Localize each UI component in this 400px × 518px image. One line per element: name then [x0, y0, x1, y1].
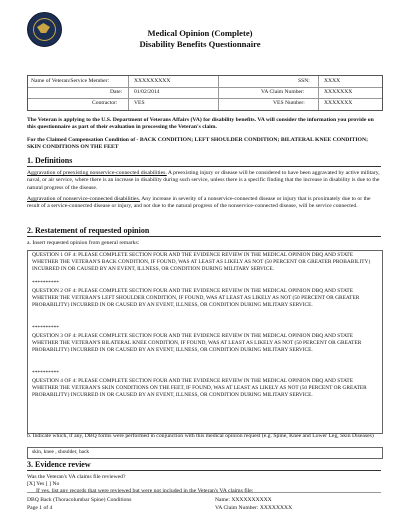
opinion-question-1: QUESTION 1 OF 4: PLEASE COMPLETE SECTION FOUR AND THE EVIDENCE REVIEW IN THE MEDICAL OPINION DBQ AND STATE WHETHER THE VETERAN'S BACK CONDITION, IF FOUND, WAS AT LEAST AS LIKELY AS NOT (50 PERCENT OR GREATER PROBABILITY) INCURRED IN OR CAUSED BY AN EVENT, ILLNESS, OR CONDITION DURING MILITARY SERVICE.: [32, 252, 371, 272]
contractor-label: Contractor:: [92, 100, 118, 106]
opinion-a-label: a. Insert requested opinion from general remarks:: [27, 240, 140, 246]
footer-rule: [27, 492, 381, 493]
definition-nonservice: Aggravation of nonservice-connected disabilities. Any increase in severity of a nonservice-connected disease or injury that is proximately due to or the result of a service-connected disease or injury, and not due to the natural progress of the nonservice-connected disease, will be service connected.: [27, 196, 371, 210]
claim-number-label: VA Claim Number:: [261, 89, 305, 95]
contractor-value: VES: [134, 100, 145, 106]
requested-opinion-box: [27, 250, 383, 434]
dbq-forms-value-box: [27, 447, 383, 459]
section-2-heading: 2. Restatement of requested opinion: [27, 226, 150, 235]
ssn-label: SSN:: [298, 78, 310, 84]
claims-file-question: Was the Veteran's VA claims file reviewed?: [27, 474, 126, 480]
opinion-question-3: QUESTION 3 OF 4: PLEASE COMPLETE SECTION FOUR AND THE EVIDENCE REVIEW IN THE MEDICAL OPINION DBQ AND STATE WHETHER THE VETERAN'S BILATERAL KNEE CONDITION, IF FOUND, WAS AT LEAST AS LIKELY AS NOT (50 PERCENT OR GREATER PROBABILITY) INCURRED IN OR CAUSED BY AN EVENT, ILLNESS, OR CONDITION DURING MILITARY SERVICE.: [32, 333, 362, 353]
records-followup: If yes, list any records that were reviewed but were not included in the Veteran's VA claims file:: [36, 488, 254, 494]
claimed-conditions: For the Claimed Compensation Condition of - BACK CONDITION; LEFT SHOULDER CONDITION; BILATERAL KNEE CONDITION; SKIN CONDITIONS ON THE FEET: [27, 137, 368, 151]
footer-claim-number: VA Claim Number: XXXXXXXX: [215, 505, 293, 511]
section-1-heading: 1. Definitions: [27, 156, 73, 165]
claim-number-value: XXXXXXX: [324, 89, 353, 95]
intro-notice: The Veteran is applying to the U.S. Department of Veterans Affairs (VA) for disability benefits. VA will consider the information you provide on this questionnaire as part of their evaluation in processing the Veteran's claim.: [27, 117, 374, 131]
ves-number-value: XXXXXXX: [324, 100, 353, 106]
definition-preexisting: Aggravation of preexisting nonservice-connected disabilities. A preexisting injury or disease will be considered to have been aggravated by active military, naval, or air service, where there is an increase in disability during such service, unless there is a specific finding that the increase in disability is due to the natural progress of the disease.: [27, 170, 380, 191]
document-title: Medical Opinion (Complete): [147, 28, 253, 38]
claims-file-answer: [X] Yes [ ] No: [27, 481, 60, 487]
opinion-question-4: QUESTION 4 OF 4: PLEASE COMPLETE SECTION FOUR AND THE EVIDENCE REVIEW IN THE MEDICAL OPINION DBQ AND STATE WHETHER THE VETERAN'S SKIN CONDITIONS ON THE FEET, IF FOUND, WAS AT LEAST AS LIKELY AS NOT (50 PERCENT OR GREATER PROBABILITY) INCURRED IN OR CAUSED BY AN EVENT, ILLNESS, OR CONDITION DURING MILITARY SERVICE.: [32, 378, 367, 398]
opinion-question-2: QUESTION 2 OF 4: PLEASE COMPLETE SECTION FOUR AND THE EVIDENCE REVIEW IN THE MEDICAL OPINION DBQ AND STATE WHETHER THE VETERAN'S LEFT SHOULDER CONDITION, IF FOUND, WAS AT LEAST AS LIKELY AS NOT (50 PERCENT OR GREATER PROBABILITY) INCURRED IN OR CAUSED BY AN EVENT, ILLNESS, OR CONDITION DURING MILITARY SERVICE.: [32, 288, 360, 308]
ves-number-label: VES Number:: [273, 100, 305, 106]
footer-form-name: DBQ Back (Thoracolumbar Spine) Conditions: [27, 497, 132, 503]
date-value: 01/02/2014: [134, 89, 160, 95]
name-label: Name of Veteran/Service Member:: [31, 78, 110, 84]
name-value: XXXXXXXXX: [134, 78, 171, 84]
dbq-forms-label: b. Indicate which, if any, DBQ forms were performed in conjunction with this medical opinion request (e.g. Spine, Knee and Lower Leg, Skin Diseases): [27, 433, 374, 439]
question-separator: **********: [32, 280, 59, 286]
date-label: Date:: [110, 89, 123, 95]
footer-page-number: Page 1 of 4: [27, 505, 53, 511]
question-separator: **********: [32, 325, 59, 331]
question-separator: **********: [32, 370, 59, 376]
section-3-heading: 3. Evidence review: [27, 460, 91, 469]
dbq-forms-value: skin, knee , shoulder, back: [32, 449, 90, 455]
ssn-value: XXXX: [324, 78, 341, 84]
veteran-info-table: [27, 75, 383, 111]
document-subtitle: Disability Benefits Questionnaire: [139, 39, 261, 49]
footer-name: Name: XXXXXXXXXX: [215, 497, 272, 503]
